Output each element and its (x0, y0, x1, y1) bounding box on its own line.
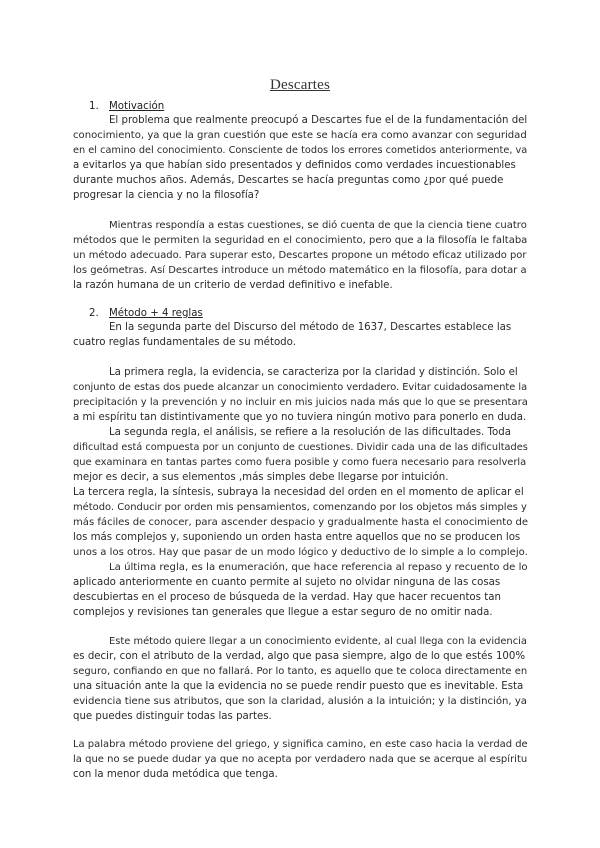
text-line: aplicado anteriormente en cuanto permite al sujeto no olvidar ninguna de las cosas (73, 577, 501, 588)
text-line: descubiertas en el proceso de búsqueda de la verdad. Hay que hacer recuentos tan (73, 592, 501, 603)
text-line: a mi espíritu tan distintivamente que yo no tuviera ningún motivo para ponerlo en duda. (73, 412, 527, 423)
text-line: La última regla, es la enumeración, que hace referencia al repaso y recuento de lo (109, 562, 528, 573)
text-line: que puedes distinguir todas las partes. (73, 711, 272, 722)
section-2-number: 2. (89, 308, 99, 319)
text-line: La primera regla, la evidencia, se caracteriza por la claridad y distinción. Solo el (109, 367, 518, 378)
text-line: complejos y revisiones tan generales que llegue a estar seguro de no omitir nada. (73, 607, 493, 618)
text-line: que examinara en tantas partes como fuera posible y como fuera necesario para resolverla (73, 457, 527, 468)
text-line: un método adecuado. Para superar esto, Descartes propone un método eficaz utilizado por (73, 250, 527, 261)
text-line: a evitarlos ya que habían sido presentados y definidos como verdades incuestionables (73, 160, 516, 171)
text-line: evidencia tiene sus atributos, que son la claridad, alusión a la intuición; y la distinción, ya (73, 696, 527, 707)
text-line: más fáciles de conocer, para ascender despacio y gradualmente hasta el conocimiento de (73, 517, 529, 528)
text-line: unos a los otros. Hay que pasar de un modo lógico y deductivo de lo simple a lo complejo. (73, 547, 528, 558)
text-line: mejor es decir, a sus elementos ,más simples debe llegarse por intuición. (73, 472, 449, 483)
text-line: seguro, confiando en que no fallará. Por lo tanto, es aquello que te coloca directamente en (73, 666, 528, 677)
text-line: cuatro reglas fundamentales de su método. (73, 337, 296, 348)
text-line: los geómetras. Así Descartes introduce un método matemático en la filosofía, para dotar a (73, 265, 527, 276)
text-line: en el camino del conocimiento. Consciente de todos los errores cometidos anteriormente, va (73, 145, 528, 156)
text-line: conjunto de estas dos puede alcanzar un conocimiento verdadero. Evitar cuidadosamente la (73, 382, 528, 393)
text-line: métodos que le permiten la seguridad en el conocimiento, pero que a la filosofía le faltaba (73, 235, 528, 246)
text-line: La palabra método proviene del griego, y significa camino, en este caso hacia la verdad de (73, 739, 528, 750)
text-line: La tercera regla, la síntesis, subraya la necesidad del orden en el momento de aplicar el (73, 487, 524, 498)
text-line: la razón humana de un criterio de verdad definitivo e inefable. (73, 280, 393, 291)
page-title: Descartes (269, 77, 331, 93)
text-line: Este método quiere llegar a un conocimiento evidente, al cual llega con la evidencia (109, 636, 527, 647)
text-line: es decir, con el atributo de la verdad, algo que pasa siempre, algo de lo que estés 100% (73, 651, 526, 662)
text-line: la que no se puede dudar ya que no acepta por verdadero nada que se acerque al espíritu (73, 754, 528, 765)
text-line: durante muchos años. Además, Descartes se hacía preguntas como ¿por qué puede (73, 175, 504, 186)
text-line: con la menor duda metódica que tenga. (73, 769, 278, 780)
text-line: dificultad está compuesta por un conjunto de cuestiones. Dividir cada una de las dificultades (73, 442, 528, 453)
text-line: conocimiento, ya que la gran cuestión que este se hacía era como avanzar con seguridad (73, 130, 527, 141)
text-line: método. Conducir por orden mis pensamientos, comenzando por los objetos más simples y (73, 502, 527, 513)
section-2-heading: Método + 4 reglas (109, 308, 203, 319)
section-1-heading: Motivación (109, 101, 165, 112)
text-line: En la segunda parte del Discurso del método de 1637, Descartes establece las (109, 322, 512, 333)
text-line: La segunda regla, el análisis, se refiere a la resolución de las dificultades. Toda (109, 427, 511, 438)
text-line: El problema que realmente preocupó a Descartes fue el de la fundamentación del (109, 115, 528, 126)
text-line: progresar la ciencia y no la filosofía? (73, 190, 260, 201)
text-line: precipitación y la prevención y no incluir en mis juicios nada más que lo que se presentara (73, 397, 528, 408)
text-line: Mientras respondía a estas cuestiones, se dió cuenta de que la ciencia tiene cuatro (109, 220, 527, 231)
text-line: una situación ante la que la evidencia no se puede rendir puesto que es inevitable. Esta (73, 681, 524, 692)
section-1-number: 1. (89, 101, 99, 112)
text-line: los más complejos y, suponiendo un orden hasta entre aquellos que no se producen los (73, 532, 521, 543)
